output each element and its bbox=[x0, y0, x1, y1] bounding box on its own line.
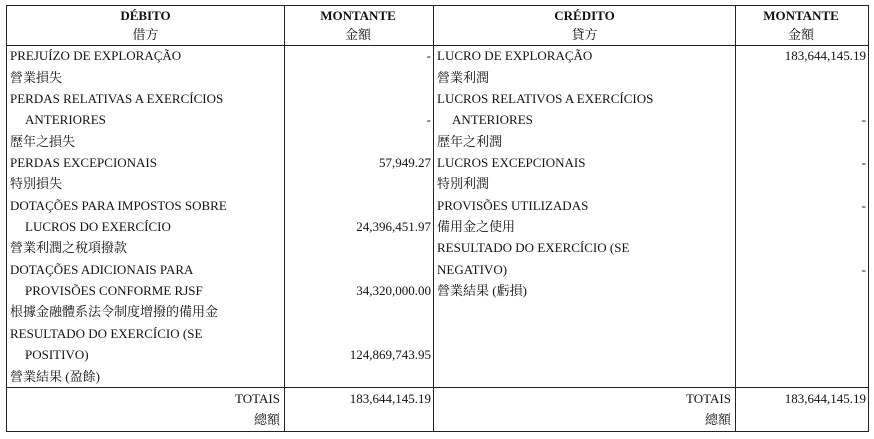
debit-item-label: 營業損失 bbox=[7, 67, 285, 88]
credit-item-label: 特別利潤 bbox=[434, 174, 736, 195]
header-row bbox=[7, 6, 869, 26]
credit-item-label: 歷年之利潤 bbox=[434, 131, 736, 152]
ledger-row bbox=[7, 88, 869, 109]
credit-item-amount bbox=[736, 131, 869, 152]
credit-item-amount bbox=[736, 216, 869, 237]
credit-total-value: 183,644,145.19 bbox=[736, 388, 869, 410]
debit-item-label: LUCROS DO EXERCÍCIO bbox=[7, 216, 285, 237]
debit-item-amount: 34,320,000.00 bbox=[285, 280, 434, 301]
debit-item-label: 營業利潤之稅項撥款 bbox=[7, 238, 285, 259]
debit-item-label: DOTAÇÕES ADICIONAIS PARA bbox=[7, 259, 285, 280]
credit-item-label bbox=[434, 366, 736, 388]
ledger-row bbox=[7, 45, 869, 67]
debit-item-amount bbox=[285, 195, 434, 216]
credit-amount-header: MONTANTE bbox=[736, 6, 869, 26]
totals-row bbox=[7, 388, 869, 410]
ledger-body bbox=[7, 45, 869, 388]
profit-loss-ledger-table bbox=[6, 5, 869, 432]
credit-header-cn: 貸方 bbox=[434, 25, 736, 45]
ledger-row bbox=[7, 344, 869, 365]
ledger-row bbox=[7, 366, 869, 388]
ledger-row bbox=[7, 67, 869, 88]
credit-item-label: LUCRO DE EXPLORAÇÃO bbox=[434, 45, 736, 67]
debit-item-amount bbox=[285, 88, 434, 109]
debit-item-amount: 124,869,743.95 bbox=[285, 344, 434, 365]
debit-item-label: 根據金融體系法令制度增撥的備用金 bbox=[7, 302, 285, 323]
header-row-chinese bbox=[7, 25, 869, 45]
credit-item-label bbox=[434, 344, 736, 365]
credit-item-amount: - bbox=[736, 259, 869, 280]
credit-total-blank bbox=[736, 410, 869, 432]
debit-header-cn: 借方 bbox=[7, 25, 285, 45]
debit-item-label: PERDAS EXCEPCIONAIS bbox=[7, 152, 285, 173]
totals-row-chinese bbox=[7, 410, 869, 432]
credit-item-amount: - bbox=[736, 195, 869, 216]
ledger-row bbox=[7, 280, 869, 301]
credit-item-label: NEGATIVO) bbox=[434, 259, 736, 280]
debit-item-amount: - bbox=[285, 110, 434, 131]
credit-totals-label-cn: 總額 bbox=[434, 410, 736, 432]
debit-item-amount: 24,396,451.97 bbox=[285, 216, 434, 237]
credit-totals-label: TOTAIS bbox=[434, 388, 736, 410]
credit-item-amount bbox=[736, 302, 869, 323]
debit-item-amount bbox=[285, 259, 434, 280]
ledger-row bbox=[7, 238, 869, 259]
debit-item-label: RESULTADO DO EXERCÍCIO (SE bbox=[7, 323, 285, 344]
credit-amount-header-cn: 金額 bbox=[736, 25, 869, 45]
debit-item-label: DOTAÇÕES PARA IMPOSTOS SOBRE bbox=[7, 195, 285, 216]
ledger-row bbox=[7, 259, 869, 280]
credit-item-amount: 183,644,145.19 bbox=[736, 45, 869, 67]
debit-item-amount: - bbox=[285, 45, 434, 67]
ledger-row bbox=[7, 216, 869, 237]
debit-header: DÉBITO bbox=[7, 6, 285, 26]
credit-item-amount bbox=[736, 280, 869, 301]
credit-item-label: RESULTADO DO EXERCÍCIO (SE bbox=[434, 238, 736, 259]
ledger-row bbox=[7, 110, 869, 131]
debit-item-amount bbox=[285, 174, 434, 195]
credit-item-amount bbox=[736, 88, 869, 109]
credit-item-label: 營業利潤 bbox=[434, 67, 736, 88]
credit-item-label bbox=[434, 302, 736, 323]
debit-item-amount: 57,949.27 bbox=[285, 152, 434, 173]
debit-item-label: ANTERIORES bbox=[7, 110, 285, 131]
debit-item-label: 營業結果 (盈餘) bbox=[7, 366, 285, 388]
ledger-row bbox=[7, 152, 869, 173]
debit-item-label: POSITIVO) bbox=[7, 344, 285, 365]
credit-item-amount bbox=[736, 344, 869, 365]
credit-item-amount bbox=[736, 366, 869, 388]
credit-item-amount bbox=[736, 323, 869, 344]
credit-item-label bbox=[434, 323, 736, 344]
debit-item-amount bbox=[285, 323, 434, 344]
credit-item-amount: - bbox=[736, 152, 869, 173]
ledger-row bbox=[7, 174, 869, 195]
debit-totals-label-cn: 總額 bbox=[7, 410, 285, 432]
debit-item-amount bbox=[285, 131, 434, 152]
debit-totals-label: TOTAIS bbox=[7, 388, 285, 410]
debit-item-label: 歷年之損失 bbox=[7, 131, 285, 152]
credit-item-amount bbox=[736, 238, 869, 259]
debit-amount-header-cn: 金額 bbox=[285, 25, 434, 45]
credit-item-label: 營業結果 (虧損) bbox=[434, 280, 736, 301]
ledger-row bbox=[7, 131, 869, 152]
credit-item-label: 備用金之使用 bbox=[434, 216, 736, 237]
debit-item-label: PREJUÍZO DE EXPLORAÇÃO bbox=[7, 45, 285, 67]
credit-header: CRÉDITO bbox=[434, 6, 736, 26]
credit-item-label: LUCROS EXCEPCIONAIS bbox=[434, 152, 736, 173]
debit-item-amount bbox=[285, 238, 434, 259]
debit-item-label: 特別損失 bbox=[7, 174, 285, 195]
debit-item-label: PROVISÕES CONFORME RJSF bbox=[7, 280, 285, 301]
debit-item-amount bbox=[285, 302, 434, 323]
ledger-row bbox=[7, 323, 869, 344]
credit-item-label: LUCROS RELATIVOS A EXERCÍCIOS bbox=[434, 88, 736, 109]
credit-item-amount bbox=[736, 174, 869, 195]
ledger-row bbox=[7, 195, 869, 216]
debit-item-amount bbox=[285, 366, 434, 388]
debit-item-amount bbox=[285, 67, 434, 88]
credit-item-label: ANTERIORES bbox=[434, 110, 736, 131]
debit-total-blank bbox=[285, 410, 434, 432]
debit-total-value: 183,644,145.19 bbox=[285, 388, 434, 410]
credit-item-label: PROVISÕES UTILIZADAS bbox=[434, 195, 736, 216]
credit-item-amount bbox=[736, 67, 869, 88]
debit-item-label: PERDAS RELATIVAS A EXERCÍCIOS bbox=[7, 88, 285, 109]
ledger-row bbox=[7, 302, 869, 323]
debit-amount-header: MONTANTE bbox=[285, 6, 434, 26]
credit-item-amount: - bbox=[736, 110, 869, 131]
